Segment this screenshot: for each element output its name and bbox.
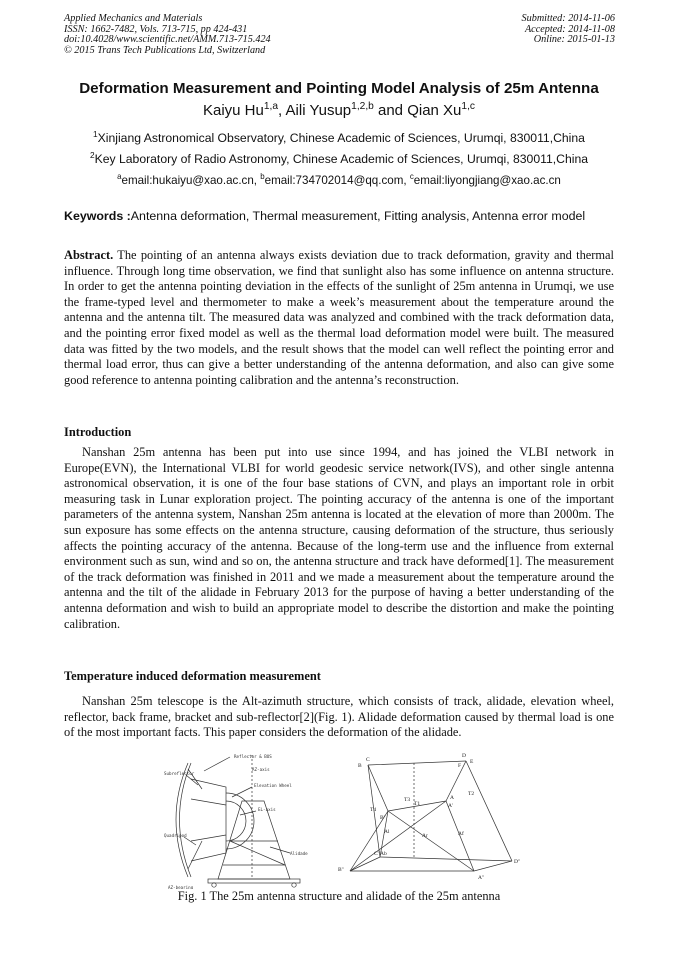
author-list [40,102,638,119]
bearing-wheel [292,883,296,887]
label-T3: T3 [404,797,411,803]
label-T4: T4 [370,807,377,813]
journal-info [64,14,271,57]
label-Ar: Ar [422,833,428,839]
leader-line [204,757,230,771]
label-T1: T1 [414,801,421,807]
journal-issn: ISSN: 1662-7482, Vols. 713-715, pp 424-431 [64,23,248,35]
author-sep: and [373,102,408,119]
label-az-axis: AZ-axis [252,767,270,772]
bearing-wheel [212,883,216,887]
az-bearing-base [208,879,300,883]
alidade [218,801,290,879]
author-emails [40,174,638,187]
email-c[interactable]: email:liyongjiang@xao.ac.cn [413,174,561,187]
paper-title: Deformation Measurement and Pointing Model Analysis of 25m Antenna [79,80,599,97]
label-elevation-wheel: Elevation Wheel [254,783,292,788]
figure-caption: Fig. 1 The 25m antenna structure and alidade of the 25m antenna [177,889,501,903]
label-D-double-prime: D'' [514,859,520,865]
leader-line [232,787,252,797]
edge [446,761,466,801]
journal-doi[interactable]: doi:10.4028/www.scientific.net/AMM.713-715.424 [64,34,271,46]
label-subreflector: Subreflector [164,771,195,776]
journal-name: Applied Mechanics and Materials [64,13,203,24]
alidade-brace [230,841,285,865]
label-B: B [358,763,362,769]
journal-copyright: © 2015 Trans Tech Publications Ltd, Switzerland [64,45,266,57]
affiliation-text: Xinjiang Astronomical Observatory, Chinese Academic of Sciences, Urumqi, 830011,China [97,131,585,145]
affiliation-1 [40,128,638,145]
author-name: Kaiyu Hu [202,102,264,119]
affiliation-sup: 1 [93,128,98,139]
top-edge [368,761,466,765]
abstract [64,248,614,388]
label-quadripod: Quadripod [164,833,187,838]
label-B-prime: B' [380,815,385,821]
abstract-label: Abstract. [64,248,114,262]
label-Ab: Ab [380,851,387,857]
section-heading-introduction: Introduction [64,425,132,439]
label-A-double-prime: A'' [478,875,484,881]
right-leg [466,761,512,861]
affiliation-2 [40,149,638,166]
author-sup: 1,a [263,101,279,112]
label-T2: T2 [468,791,475,797]
label-C-double-prime: C'' [374,851,380,857]
label-C: C [366,757,370,763]
online-date: Online: 2015-01-13 [533,34,615,46]
label-F: F [458,763,462,769]
email-b[interactable]: email:734702014@qq.com, [264,174,410,187]
frame-strut [191,799,226,805]
reflector-dish-inner [180,763,192,877]
keywords-label: Keywords : [64,209,131,223]
submitted-date: Submitted: 2014-11-06 [521,13,615,24]
author-sup: 1,2,b [351,101,374,112]
keywords [64,209,585,223]
submission-dates [522,14,615,46]
label-E: E [470,759,474,765]
label-reflector-bus: Reflector & BUS [234,754,272,759]
label-D: D [462,753,466,759]
affiliation-sup: 2 [89,149,95,160]
antenna-structure-figure [160,749,310,889]
author-sup: 1,c [461,101,475,112]
email-a[interactable]: email:hukaiyu@xao.ac.cn, [121,174,261,187]
author-sep: , [278,102,286,119]
introduction-paragraph: Nanshan 25m antenna has been put into use since 1994, and has joined the VLBI network in Europe(EVN), the International VLBI for world geodesic service network(IVS), and other single antenna astronomical observation, it is one of the four base stations of CVN, and plays an important role in orbit measuring task in Lunar exploration project. The pointing accuracy of the antenna is one of the important parameters of the antenna system, Nanshan 25m antenna is located at the elevation of more than 2000m. The sun exposure has some effects on the antenna structure, causing deformation of the structure, thus seriously affects the pointing accuracy of the antenna. Because of the long-term use and the influence from external environment such as sun, wind and so on, the antenna structure and track have deformed[1]. The measurement of the track deformation was finished in 2011 and we made a measurement about the temperature around the antenna and the tilt of the alidade in February 2013 for the purpose of having a better understanding of the antenna deformation and wish to build an appropriate model to describe the distortion and make the pointing calibration. [64,445,614,631]
accepted-date: Accepted: 2014-11-08 [524,23,615,35]
leader-line [184,837,196,845]
label-A: A [450,795,454,801]
alidade-diagram-figure [330,749,530,889]
affiliation-text: Key Laboratory of Radio Astronomy, Chinese Academic of Sciences, Urumqi, 830011,China [94,152,588,166]
frame-strut [191,835,226,841]
email-sup: b [260,172,265,182]
base-quad [350,857,512,871]
back-frame [191,779,226,861]
author-name: Aili Yusup [285,102,352,119]
label-alidade: Alidade [290,851,308,856]
temperature-paragraph: Nanshan 25m telescope is the Alt-azimuth structure, which consists of track, alidade, elevation wheel, reflector, back frame, bracket and sub-reflector[2](Fig. 1). Alidade deformation caused by thermal load is one of the most important facts. This paper considers the deformation of the alidade. [64,694,614,740]
label-Af: Af [458,831,464,837]
section-heading-temperature: Temperature induced deformation measurement [64,669,321,683]
label-A-prime: A' [448,803,453,809]
label-Al: Al [384,829,390,835]
quadripod-lower [188,841,202,869]
label-az-bearing: AZ-bearing [168,885,194,889]
diagonal [350,801,446,871]
label-el-axis: EL-axis [258,807,276,812]
reflector-dish [176,763,188,877]
abstract-text: The pointing of an antenna always exists deviation due to track deformation, gravity and thermal influence. Through long time observation, we find that sunlight also has some influence on antenna structure. In order to get the antenna pointing deviation in the effects of the sunlight of 25m antenna in Urumqi, we use the frame-typed level and thermometer to make a week’s measurement about the temperature around the antenna and the antenna tilt. The measured data was analyzed and combined with the track deformation data, and the pointing error fixed model as well as the thermal load deformation model were built. The measured data was fitted by the two models, and the result shows that the model can well reflect the pointing error and thermal load error, thus can give a better understanding of the antenna deformation, and also can give some good reference to antenna pointing calibration and the antenna’s reconstruction. [64,248,614,387]
keywords-text: Antenna deformation, Thermal measurement, Fitting analysis, Antenna error model [130,209,586,223]
email-sup: c [409,172,414,182]
diagonal [388,811,474,871]
email-sup: a [117,172,122,182]
author-name: Qian Xu [407,102,462,119]
label-B-double-prime: B'' [338,867,344,873]
